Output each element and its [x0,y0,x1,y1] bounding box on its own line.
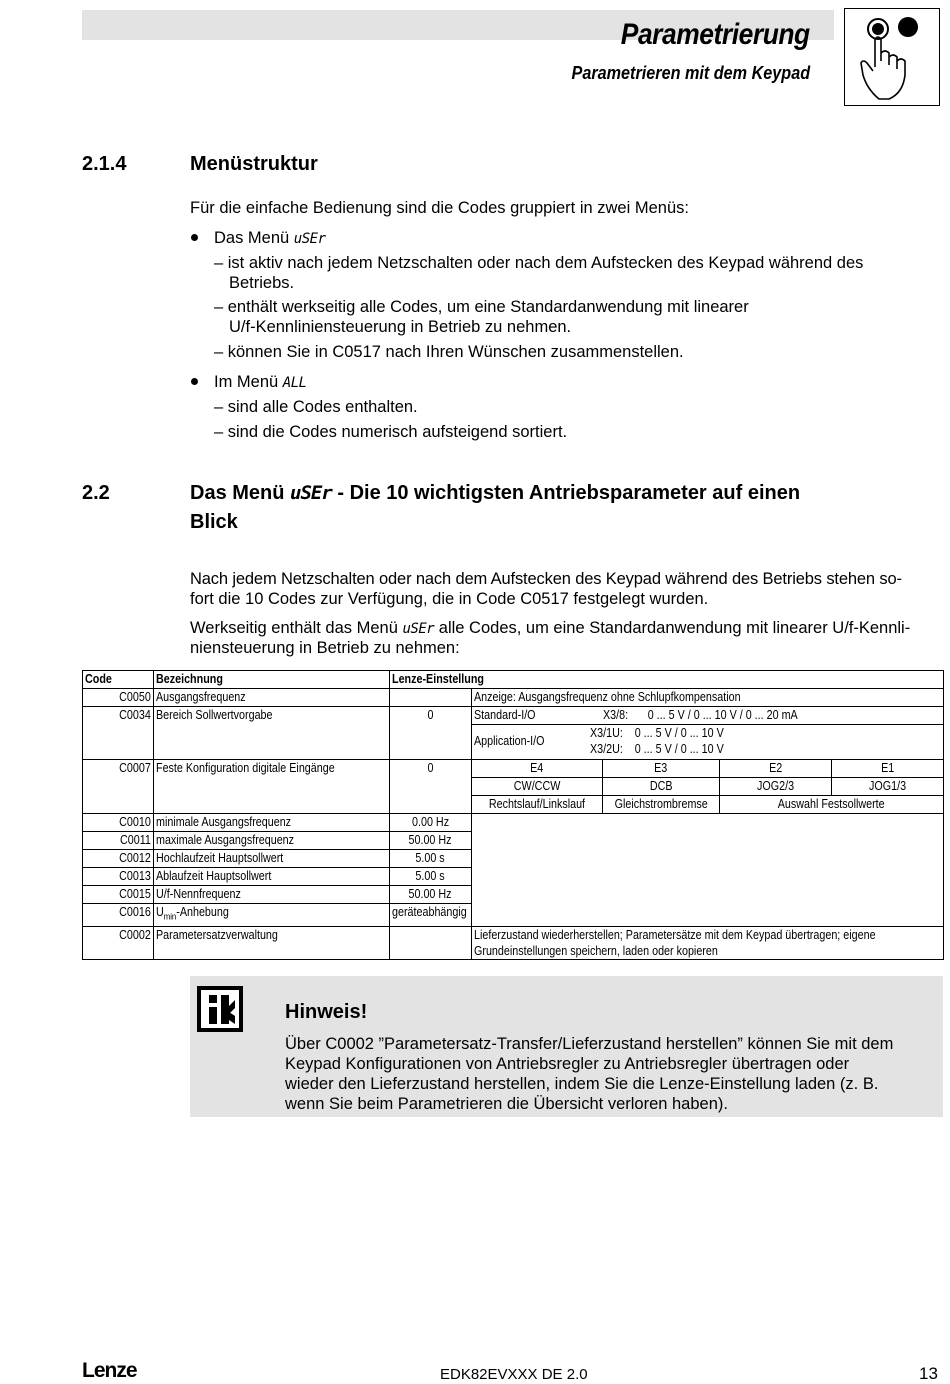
menu-user-item: – können Sie in C0517 nach Ihren Wünschen zusammenstellen. [214,343,684,361]
paragraph: niensteuerung in Betrieb zu nehmen: [190,639,460,657]
menu-all-heading: Im Menü ALL [214,373,307,391]
info-icon [197,986,243,1037]
page-title: Parametrierung [621,18,810,51]
paragraph: Nach jedem Netzschalten oder nach dem Aufstecken des Keypad während des Betriebs stehen so- [190,570,902,588]
menu-user-item: – ist aktiv nach jedem Netzschalten oder nach dem Aufstecken des Keypad während des [214,254,864,272]
menu-user-item: Betriebs. [229,274,295,292]
section-title: Menüstruktur [190,153,318,175]
menu-user-item: U/f-Kennliniensteuerung in Betrieb zu nehmen. [229,318,572,336]
header-code: Code [83,671,154,689]
table-row: C0011 maximale Ausgangsfrequenz 50.00 Hz [83,832,944,850]
table-row: C0010 minimale Ausgangsfrequenz 0.00 Hz [83,814,944,832]
bullet [191,378,198,385]
bullet [191,234,198,241]
lcd-all-code: ALL [282,375,307,391]
lcd-user-code: uSEr [402,621,435,637]
table-row: Application-I/O X3/1U: 0 ... 5 V / 0 ... 10 V X3/2U: 0 ... 5 V / 0 ... 10 V [83,725,944,760]
table-row: C0007 Feste Konfiguration digitale Eingänge 0 E4 E3 E2 E1 [83,760,944,778]
table-row: C0015 U/f-Nennfrequenz 50.00 Hz [83,886,944,904]
intro-text: Für die einfache Bedienung sind die Codes gruppiert in zwei Menüs: [190,199,689,217]
document-id: EDK82EVXXX DE 2.0 [440,1366,588,1383]
table-row: C0034 Bereich Sollwertvorgabe 0 Standard-I/O X3/8: 0 ... 5 V / 0 ... 10 V / 0 ... 20 mA [83,707,944,725]
lenze-logo: Lenze [82,1359,137,1382]
lcd-user-code: uSEr [293,231,326,247]
section-number: 2.1.4 [82,153,127,175]
section-number: 2.2 [82,482,110,504]
page-subtitle: Parametrieren mit dem Keypad [571,63,810,83]
note-text: wieder den Lieferzustand herstellen, indem Sie die Lenze-Einstellung laden (z. B. [285,1075,879,1093]
table-row: C0016 $U_{min}$-Anhebung geräteabhängig [83,904,944,927]
note-title: Hinweis! [285,1001,368,1023]
table-row: C0012 Hochlaufzeit Hauptsollwert 5.00 s [83,850,944,868]
section-title: Das Menü uSEr - Die 10 wichtigsten Antriebsparameter auf einen [190,482,801,504]
paragraph: fort die 10 Codes zur Verfügung, die in Code C0517 festgelegt wurden. [190,590,709,608]
menu-user-heading: Das Menü uSEr [214,229,326,247]
table-row: CW/CCW DCB JOG2/3 JOG1/3 [83,778,944,796]
paragraph: Werkseitig enthält das Menü uSEr alle Codes, um eine Standardanwendung mit linearer U/f-Kennli- [190,619,911,637]
note-text: Über C0002 ”Parametersatz-Transfer/Lieferzustand herstellen” können Sie mit dem [285,1035,894,1053]
menu-user-item: – enthält werkseitig alle Codes, um eine Standardanwendung mit linearer [214,298,749,316]
header-name: Bezeichnung [154,671,390,689]
note-text: Keypad Konfigurationen von Antriebsregler zu Antriebsregler übertragen oder [285,1055,850,1073]
page-number: 13 [919,1364,938,1383]
keypad-hand-icon [844,8,940,106]
table-header-row [83,671,944,689]
note-text: wenn Sie beim Parametrieren die Übersicht verloren haben). [285,1095,728,1113]
header-lenze: Lenze-Einstellung [390,671,944,689]
menu-all-item: – sind die Codes numerisch aufsteigend sortiert. [214,423,568,441]
lcd-user-code: uSEr [290,482,332,504]
section-title-line2: Blick [190,511,238,533]
table-row: C0050 Ausgangsfrequenz Anzeige: Ausgangsfrequenz ohne Schlupfkompensation [83,689,944,707]
table-row: C0002 Parametersatzverwaltung Lieferzustand wiederherstellen; Parametersätze mit dem Keypad übertragen; eigene Grundeinstellungen speichern, laden oder kopieren [83,926,944,959]
table-row: Rechtslauf/Linkslauf Gleichstrombremse Auswahl Festsollwerte [83,796,944,814]
parameter-table [82,670,944,960]
table-row: C0013 Ablaufzeit Hauptsollwert 5.00 s [83,868,944,886]
menu-all-item: – sind alle Codes enthalten. [214,398,418,416]
